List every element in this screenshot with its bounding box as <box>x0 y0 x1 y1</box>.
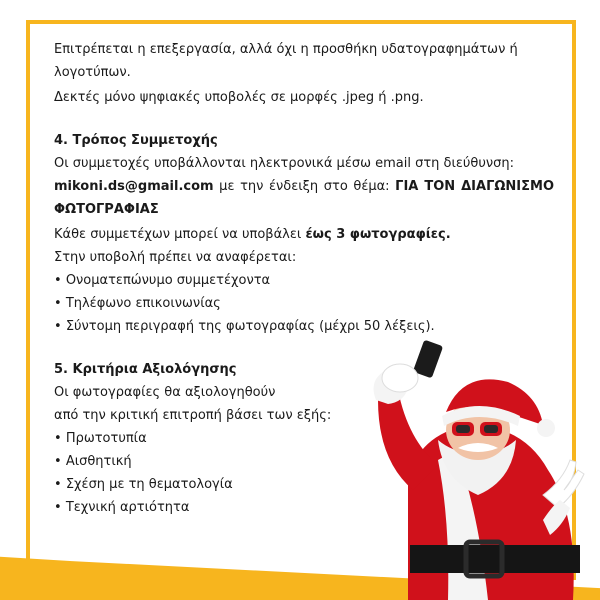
list-item: • Σύντομη περιγραφή της φωτογραφίας (μέχρι 50 λέξεις). <box>54 315 554 338</box>
list-item: • Ονοματεπώνυμο συμμετέχοντα <box>54 269 554 292</box>
submission-limit-bold: έως 3 φωτογραφίες. <box>305 227 451 242</box>
section-4-line-1: Οι συμμετοχές υποβάλλονται ηλεκτρονικά μέσω email στη διεύθυνση: <box>54 156 515 171</box>
email-subject-2: ΦΩΤΟΓΡΑΦΙΑΣ <box>54 202 159 217</box>
intro-line-1: Επιτρέπεται η επεξεργασία, αλλά όχι η προσθήκη υδατογραφημάτων ή <box>54 42 518 57</box>
section-4-email-line <box>54 175 554 198</box>
intro-line-2: λογοτύπων. <box>54 65 131 80</box>
section-5-line-2: από την κριτική επιτροπή βάσει των εξής: <box>54 408 332 423</box>
section-5-line-1: Οι φωτογραφίες θα αξιολογηθούν <box>54 385 276 400</box>
list-item: • Τεχνική αρτιότητα <box>54 496 554 519</box>
intro-line-3: Δεκτές μόνο ψηφιακές υποβολές σε μορφές .jpeg ή .png. <box>54 90 424 105</box>
section-4-subject-line <box>54 198 554 221</box>
list-item: • Αισθητική <box>54 450 554 473</box>
submission-requirements: Στην υποβολή πρέπει να αναφέρεται: <box>54 250 297 265</box>
submission-limit: Κάθε συμμετέχων μπορεί να υποβάλει έως 3 φωτογραφίες. <box>54 227 451 242</box>
contact-email[interactable]: mikoni.ds@gmail.com <box>54 179 214 194</box>
section-5-title: 5. Κριτήρια Αξιολόγησης <box>54 362 237 377</box>
phone-icon <box>413 340 443 379</box>
section-4-title: 4. Τρόπος Συμμετοχής <box>54 133 218 148</box>
subject-label: με την ένδειξη στο θέμα: <box>213 179 396 194</box>
list-item: • Τηλέφωνο επικοινωνίας <box>54 292 554 315</box>
santa-selfie-illustration <box>338 330 600 600</box>
list-item: • Σχέση με τη θεματολογία <box>54 473 554 496</box>
list-item: • Πρωτοτυπία <box>54 427 554 450</box>
email-subject-1: ΓΙΑ ΤΟΝ ΔΙΑΓΩΝΙΣΜΟ <box>395 179 554 194</box>
